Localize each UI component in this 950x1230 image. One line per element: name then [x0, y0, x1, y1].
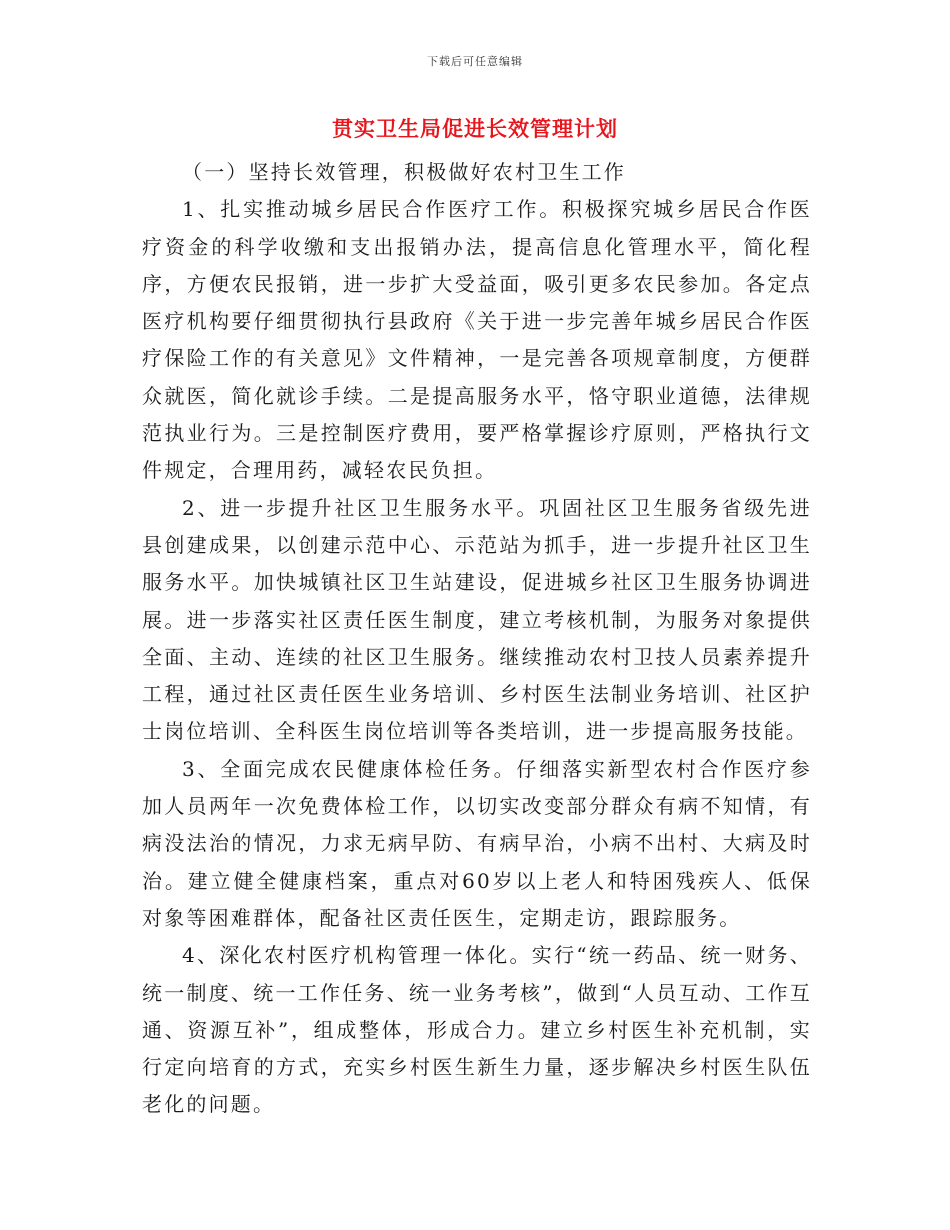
paragraph-2: 2、进一步提升社区卫生服务水平。巩固社区卫生服务省级先进县创建成果，以创建示范中心、示范站为抓手，进一步提升社区卫生服务水平。加快城镇社区卫生站建设，促进城乡社区卫生服务协调进展。进一步落实社区责任医生制度，建立考核机制，为服务对象提供全面、主动、连续的社区卫生服务。继续推动农村卫技人员素养提升工程，通过社区责任医生业务培训、乡村医生法制业务培训、社区护士岗位培训、全科医生岗位培训等各类培训，进一步提高服务技能。 — [142, 495, 812, 744]
header-note: 下载后可任意编辑 — [427, 55, 523, 68]
paragraph-1: 1、扎实推动城乡居民合作医疗工作。积极探究城乡居民合作医疗资金的科学收缴和支出报销办法，提高信息化管理水平，简化程序，方便农民报销，进一步扩大受益面，吸引更多农民参加。各定点医疗机构要仔细贯彻执行县政府《关于进一步完善年城乡居民合作医疗保险工作的有关意见》文件精神，一是完善各项规章制度，方便群众就医，简化就诊手续。二是提高服务水平，恪守职业道德，法律规范执业行为。三是控制医疗费用，要严格掌握诊疗原则，严格执行文件规定，合理用药，减轻农民负担。 — [142, 197, 812, 483]
paragraph-4: 4、深化农村医疗机构管理一体化。实行“统一药品、统一财务、统一制度、统一工作任务、统一业务考核”，做到“人员互动、工作互通、资源互补”，组成整体，形成合力。建立乡村医生补充机制，实行定向培育的方式，充实乡村医生新生力量，逐步解决乡村医生队伍老化的问题。 — [142, 943, 812, 1117]
section-heading: （一）坚持长效管理，积极做好农村卫生工作 — [182, 160, 626, 184]
document-body — [142, 154, 812, 1124]
document-title: 贯实卫生局促进长效管理计划 — [332, 116, 618, 141]
paragraph-3: 3、全面完成农民健康体检任务。仔细落实新型农村合作医疗参加人员两年一次免费体检工作，以切实改变部分群众有病不知情，有病没法治的情况，力求无病早防、有病早治，小病不出村、大病及时治。建立健全健康档案，重点对60岁以上老人和特困残疾人、低保对象等困难群体，配备社区责任医生，定期走访，跟踪服务。 — [142, 756, 812, 930]
